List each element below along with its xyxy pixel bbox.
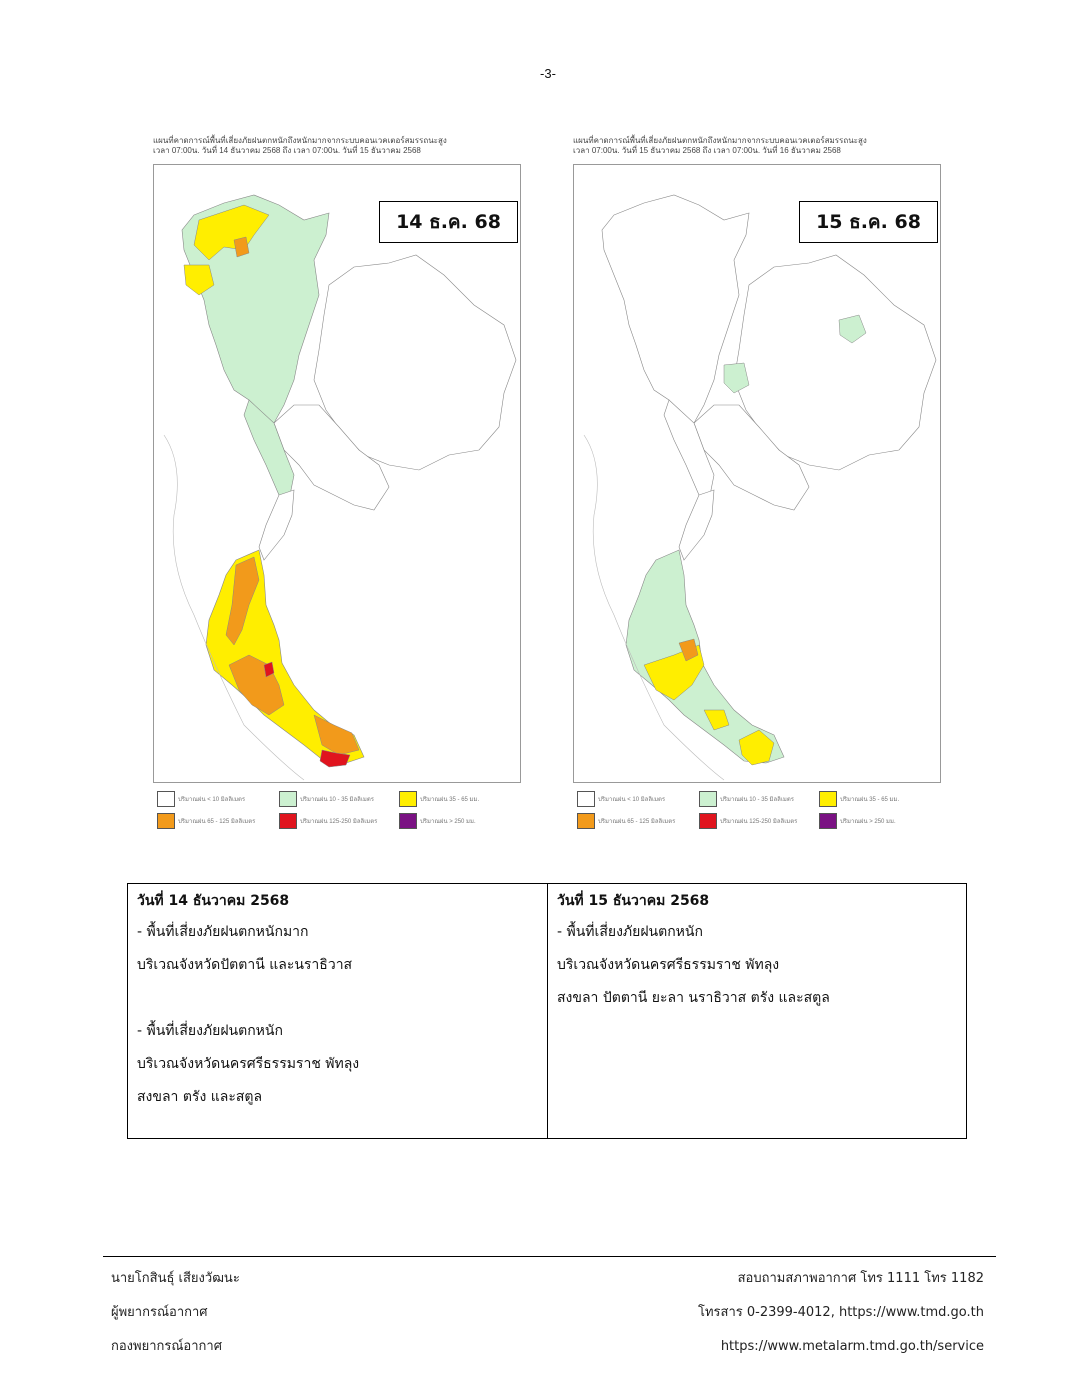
forecast-line: บริเวณจังหวัดนครศรีธรรมราช พัทลุง	[137, 1056, 360, 1072]
map-panel-dec-15	[573, 136, 941, 832]
legend-label: ปริมาณฝน 35 - 65 มม.	[840, 797, 900, 803]
legend-item	[819, 790, 899, 808]
forecast-col-dec-14	[128, 884, 547, 1138]
forecast-line: บริเวณจังหวัดปัตตานี และนราธิวาส	[137, 957, 353, 973]
thailand-rain-risk-map	[573, 164, 941, 783]
legend-item	[279, 790, 374, 808]
forecaster-name: นายโกสินธุ์ เสียงวัฒนะ	[111, 1271, 240, 1286]
map-legend	[153, 790, 521, 830]
page-number: -3-	[540, 66, 556, 81]
legend-item	[699, 812, 797, 830]
forecast-heading: วันที่ 14 ธันวาคม 2568	[137, 893, 290, 909]
legend-label: ปริมาณฝน 65 - 125 มิลลิเมตร	[598, 819, 676, 825]
contact-service-link[interactable]: https://www.metalarm.tmd.go.th/service	[720, 1339, 984, 1354]
map-isthmus	[259, 490, 294, 560]
legend-item	[699, 790, 794, 808]
forecast-line: - พื้นที่เสี่ยงภัยฝนตกหนัก	[137, 1023, 283, 1039]
contact-fax-web[interactable]: โทรสาร 0-2399-4012, https://www.tmd.go.th	[698, 1305, 984, 1320]
legend-swatch	[577, 813, 595, 829]
legend-swatch	[699, 791, 717, 807]
forecast-heading: วันที่ 15 ธันวาคม 2568	[557, 893, 710, 909]
map-svg	[154, 165, 520, 782]
legend-label: ปริมาณฝน 125-250 มิลลิเมตร	[300, 819, 378, 825]
legend-label: ปริมาณฝน < 10 มิลลิเมตร	[178, 797, 246, 803]
map-date-label: 15 ธ.ค. 68	[799, 201, 938, 243]
legend-swatch	[699, 813, 717, 829]
legend-label: ปริมาณฝน < 10 มิลลิเมตร	[598, 797, 666, 803]
forecast-line: - พื้นที่เสี่ยงภัยฝนตกหนัก	[557, 924, 703, 940]
forecaster-division: กองพยากรณ์อากาศ	[111, 1339, 222, 1354]
legend-label: ปริมาณฝน > 250 มม.	[420, 819, 476, 825]
legend-swatch	[157, 813, 175, 829]
legend-item	[399, 790, 479, 808]
legend-item	[819, 812, 896, 830]
map-title: แผนที่คาดการณ์พื้นที่เสี่ยงภัยฝนตกหนักถึงหนักมากจากระบบคอนเวคเตอร์สมรรถนะสูง เวลา 07:00น. วันที่ 15 ธันวาคม 2568 ถึง เวลา 07:00น. วันที่ 16 ธันวาคม 2568	[573, 136, 867, 155]
forecast-col-dec-15	[547, 884, 966, 1138]
map-svg	[574, 165, 940, 782]
legend-swatch	[819, 791, 837, 807]
legend-item	[279, 812, 377, 830]
legend-item	[577, 790, 665, 808]
legend-label: ปริมาณฝน 10 - 35 มิลลิเมตร	[720, 797, 794, 803]
legend-swatch	[577, 791, 595, 807]
legend-label: ปริมาณฝน 35 - 65 มม.	[420, 797, 480, 803]
map-title: แผนที่คาดการณ์พื้นที่เสี่ยงภัยฝนตกหนักถึงหนักมากจากระบบคอนเวคเตอร์สมรรถนะสูง เวลา 07:00น. วันที่ 14 ธันวาคม 2568 ถึง เวลา 07:00น. วันที่ 15 ธันวาคม 2568	[153, 136, 447, 155]
footer-divider	[103, 1256, 996, 1257]
footer-signatory	[111, 1262, 240, 1364]
legend-item	[157, 812, 255, 830]
legend-item	[399, 812, 476, 830]
legend-swatch	[399, 791, 417, 807]
map-panel-dec-14	[153, 136, 521, 832]
map-isthmus	[679, 490, 714, 560]
footer-contact	[698, 1262, 984, 1364]
legend-swatch	[157, 791, 175, 807]
thailand-rain-risk-map	[153, 164, 521, 783]
legend-label: ปริมาณฝน 65 - 125 มิลลิเมตร	[178, 819, 256, 825]
forecaster-position: ผู้พยากรณ์อากาศ	[111, 1305, 208, 1320]
legend-label: ปริมาณฝน 10 - 35 มิลลิเมตร	[300, 797, 374, 803]
forecast-line: สงขลา ปัตตานี ยะลา นราธิวาส ตรัง และสตูล	[557, 990, 830, 1006]
legend-swatch	[819, 813, 837, 829]
legend-label: ปริมาณฝน 125-250 มิลลิเมตร	[720, 819, 798, 825]
legend-item	[157, 790, 245, 808]
forecast-line: บริเวณจังหวัดนครศรีธรรมราช พัทลุง	[557, 957, 780, 973]
contact-phone: สอบถามสภาพอากาศ โทร 1111 โทร 1182	[737, 1271, 984, 1286]
forecast-table	[127, 883, 967, 1139]
map-north-region	[602, 195, 749, 423]
forecast-line: สงขลา ตรัง และสตูล	[137, 1089, 263, 1105]
legend-item	[577, 812, 675, 830]
map-legend	[573, 790, 941, 830]
legend-swatch	[279, 791, 297, 807]
map-heavy-area-north	[234, 237, 249, 257]
forecast-line: - พื้นที่เสี่ยงภัยฝนตกหนักมาก	[137, 924, 309, 940]
legend-label: ปริมาณฝน > 250 มม.	[840, 819, 896, 825]
legend-swatch	[399, 813, 417, 829]
spacer	[137, 982, 538, 1015]
map-date-label: 14 ธ.ค. 68	[379, 201, 518, 243]
legend-swatch	[279, 813, 297, 829]
